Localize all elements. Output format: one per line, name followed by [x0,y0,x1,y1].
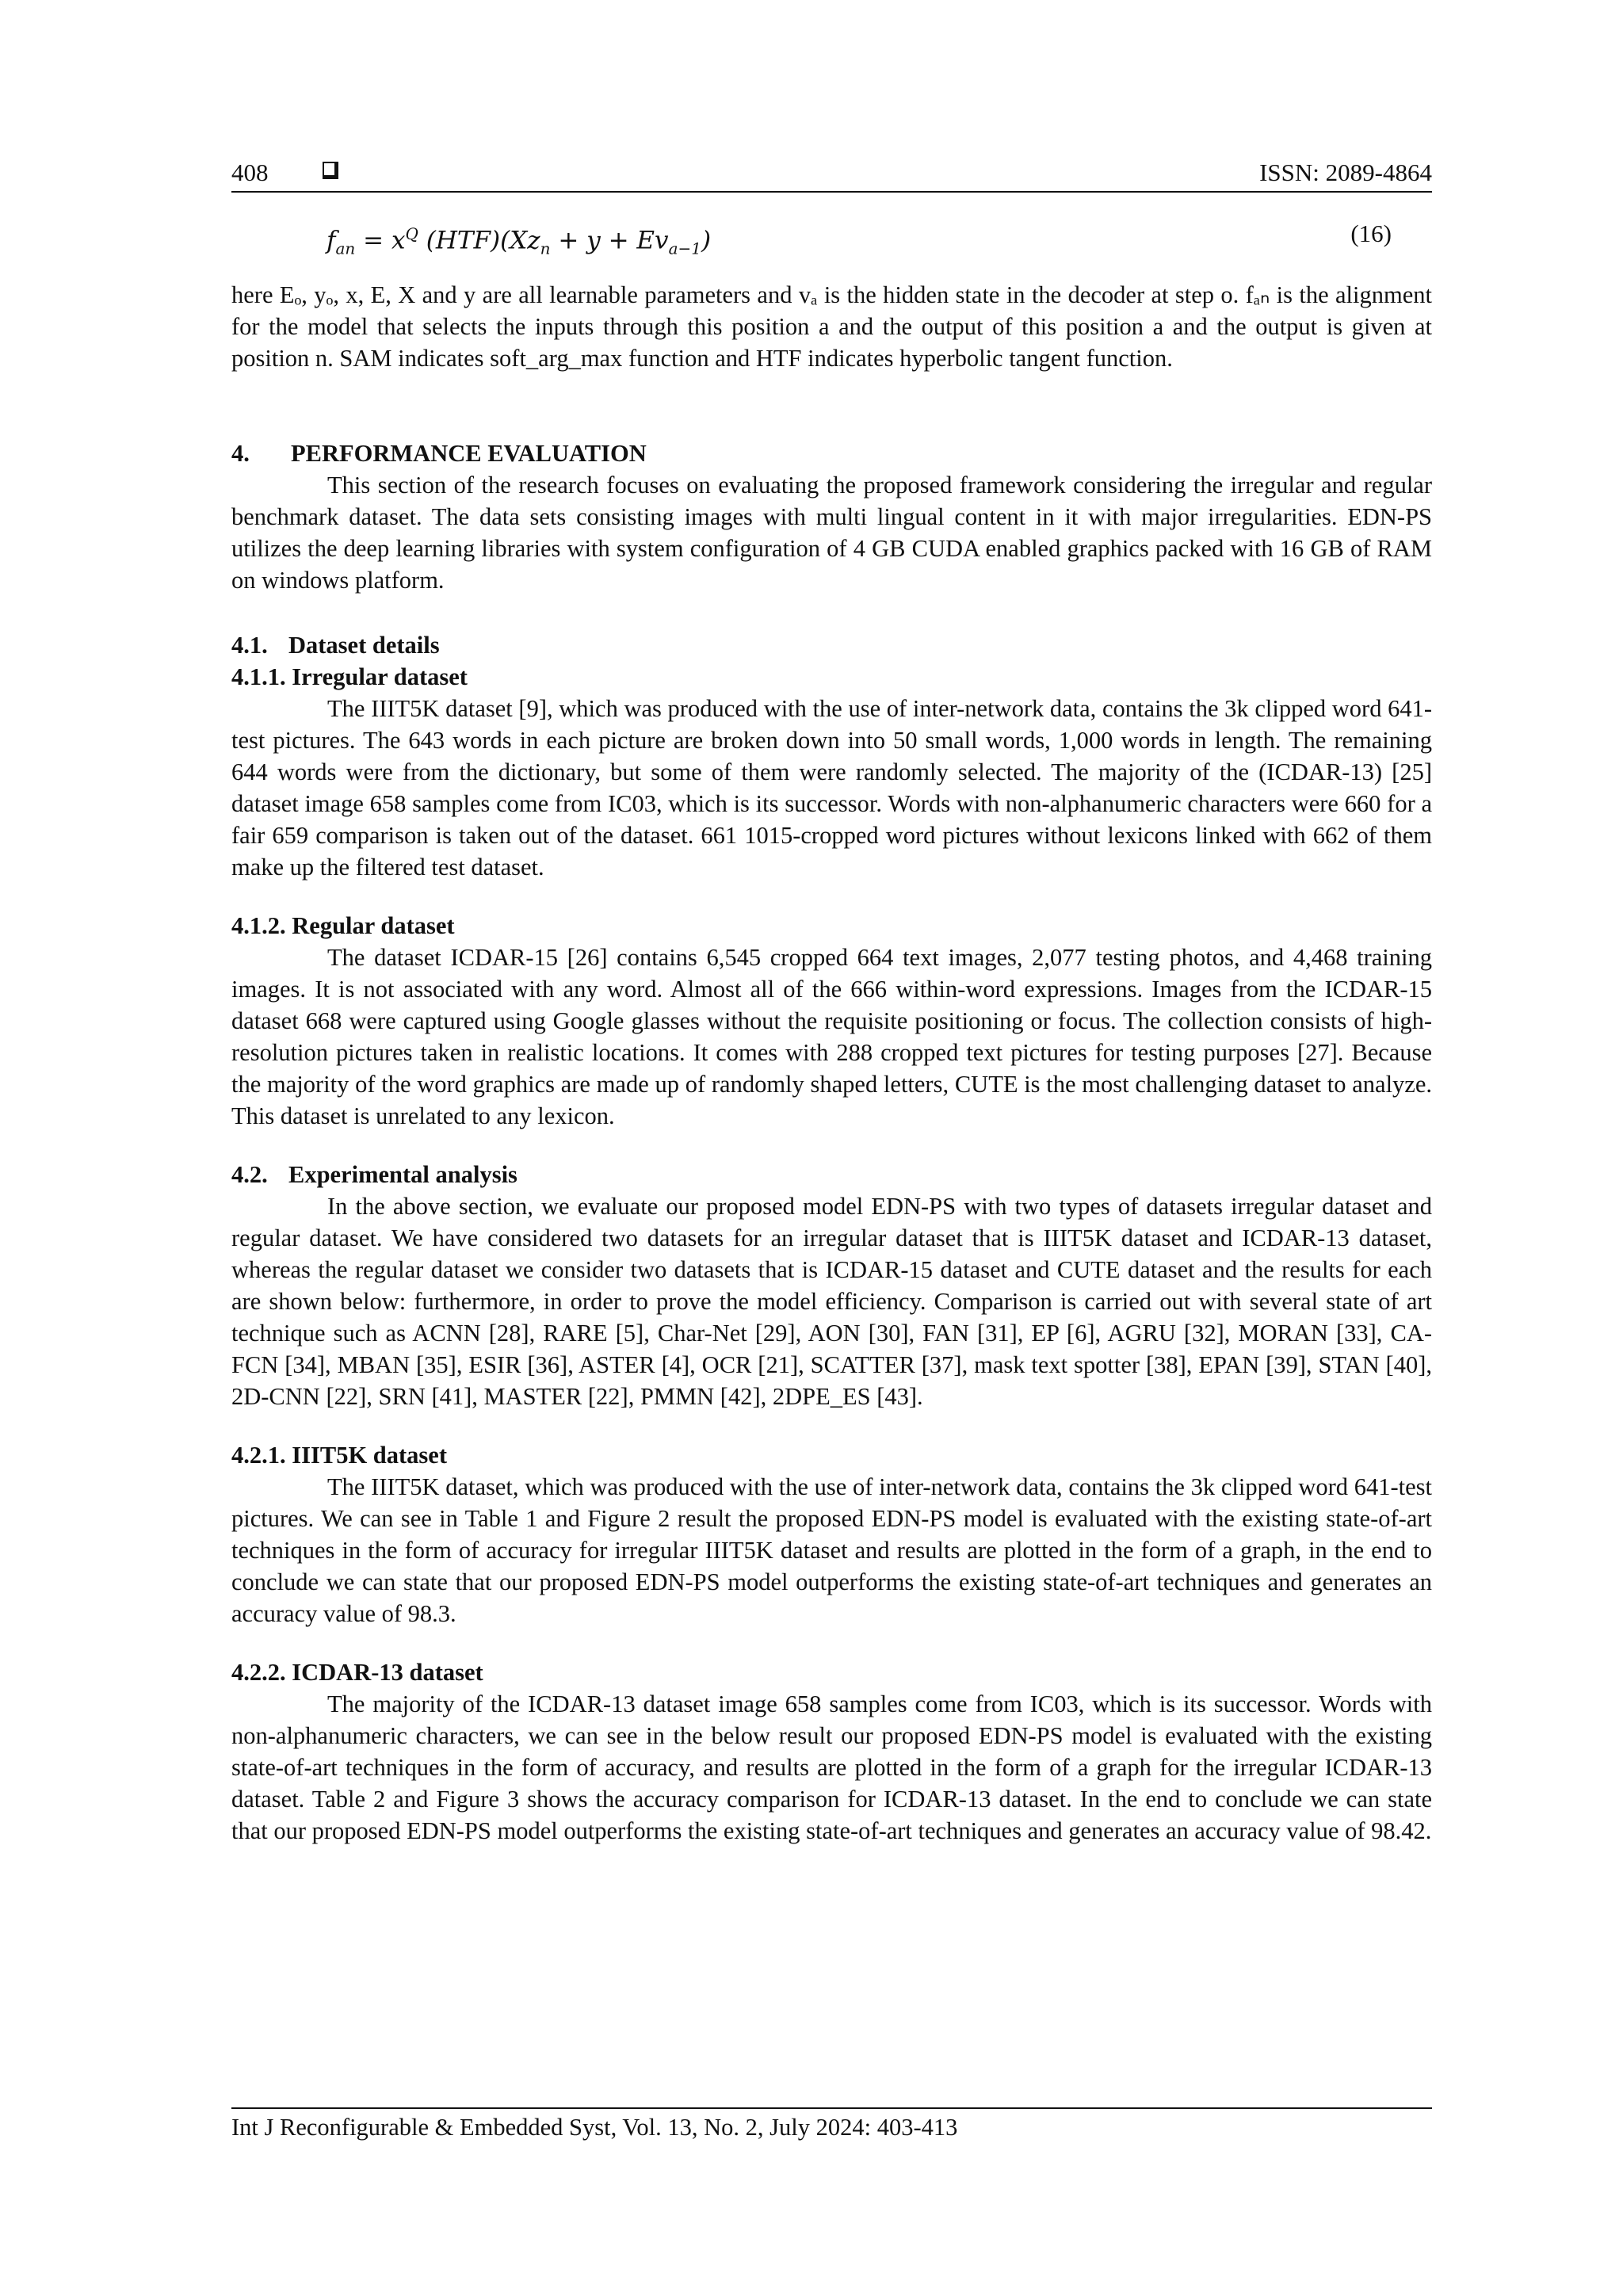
section-heading-4-1-1: 4.1.1. Irregular dataset [231,663,468,690]
body-content [231,279,1432,1847]
section-heading-4-2: 4.2. Experimental analysis [231,1161,517,1188]
page-number: 408 [231,159,269,186]
equation-number: (16) [1350,220,1392,247]
section-4-2-1-paragraph: The IIIT5K dataset, which was produced with the use of inter-network data, contains the 3k clipped word 641-test pictures. We can see in Table 1 and Figure 2 result the proposed EDN-PS model is evaluated with the existing state-of-art techniques in the form of accuracy for irregular IIIT5K dataset and results are plotted in the form of a graph, in the end to conclude we can state that our proposed EDN-PS model outperforms the existing state-of-art techniques and generates an accuracy value of 98.3. [231,1473,1432,1627]
section-heading-4-1-2: 4.1.2. Regular dataset [231,912,455,939]
section-4-1-1-paragraph: The IIIT5K dataset [9], which was produced with the use of inter-network data, contains the 3k clipped word 641-test pictures. The 643 words in each picture are broken down into 50 small words, 1,000 words in length. The remaining 644 words were from the dictionary, but some of them were randomly selected. The majority of the (ICDAR-13) [25] dataset image 658 samples come from IC03, which is its successor. Words with non-alphanumeric characters were 660 for a fair 659 comparison is taken out of the dataset. 661 1015-cropped word pictures without lexicons linked with 662 of them make up the filtered test dataset. [231,695,1432,881]
running-header [231,155,1432,190]
section-heading-4-2-2: 4.2.2. ICDAR-13 dataset [231,1659,483,1686]
section-4-2-paragraph: In the above section, we evaluate our proposed model EDN-PS with two types of datasets irregular dataset and regular dataset. We have considered two datasets for an irregular dataset that is IIIT5K dataset and ICDAR-13 dataset, whereas the regular dataset we consider two datasets that is ICDAR-15 dataset and CUTE dataset and the results for each are shown below: furthermore, in order to prove the model efficiency. Comparison is carried out with several state of art technique such as ACNN [28], RARE [5], Char-Net [29], AON [30], FAN [31], EP [6], AGRU [32], MORAN [33], CA-FCN [34], MBAN [35], ESIR [36], ASTER [4], OCR [21], SCATTER [37], mask text spotter [38], EPAN [39], STAN [40], 2D-CNN [22], SRN [41], MASTER [22], PMMN [42], 2DPE_ES [43]. [231,1193,1432,1410]
section-4-2-2-paragraph: The majority of the ICDAR-13 dataset image 658 samples come from IC03, which is its successor. Words with non-alphanumeric characters, we can see in the below result our proposed EDN-PS model is evaluated with the existing state-of-art techniques in the form of accuracy, and results are plotted in the form of a graph for the irregular ICDAR-13 dataset. Table 2 and Figure 3 shows the accuracy comparison for ICDAR-13 dataset. In the end to conclude we can state that our proposed EDN-PS model outperforms the existing state-of-art techniques and generates an accuracy value of 98.42. [231,1690,1432,1844]
section-heading-4-1: 4.1. Dataset details [231,632,440,659]
equation-body: $f_{an} = x^Q$ $(HTF)(Xz_n + y + Ev_{a-1})$ [327,224,712,258]
equation-16 [327,214,1392,258]
section-heading-4-2-1: 4.2.1. IIIT5K dataset [231,1442,447,1469]
square-bullet-icon [323,162,338,179]
header-rule [231,191,1432,193]
running-footer: Int J Reconfigurable & Embedded Syst, Vol. 13, No. 2, July 2024: 403-413 [231,2114,958,2141]
section-heading-4: 4. PERFORMANCE EVALUATION [231,440,647,467]
issn-label: ISSN: 2089-4864 [1259,159,1432,186]
intro-paragraph: here Eₒ, yₒ, x, E, X and y are all learnable parameters and vₐ is the hidden state in the decoder at step o. fₐₙ is the alignment for the model that selects the inputs through this position a and the output of this position a and the output is given at position n. SAM indicates soft_arg_max function and HTF indicates hyperbolic tangent function. [231,281,1432,372]
section-4-1-2-paragraph: The dataset ICDAR-15 [26] contains 6,545 cropped 664 text images, 2,077 testing photos, and 4,468 training images. It is not associated with any word. Almost all of the 666 within-word expressions. Images from the ICDAR-15 dataset 668 were captured using Google glasses without the requisite positioning or focus. The collection consists of high-resolution pictures taken in realistic locations. It comes with 288 cropped text pictures for testing purposes [27]. Because the majority of the word graphics are made up of randomly shaped letters, CUTE is the most challenging dataset to analyze. This dataset is unrelated to any lexicon. [231,944,1432,1129]
section-4-paragraph: This section of the research focuses on evaluating the proposed framework considering the irregular and regular benchmark dataset. The data sets consisting images with multi lingual content in it with major irregularities. EDN-PS utilizes the deep learning libraries with system configuration of 4 GB CUDA enabled graphics packed with 16 GB of RAM on windows platform. [231,472,1432,594]
footer-rule [231,2107,1432,2109]
